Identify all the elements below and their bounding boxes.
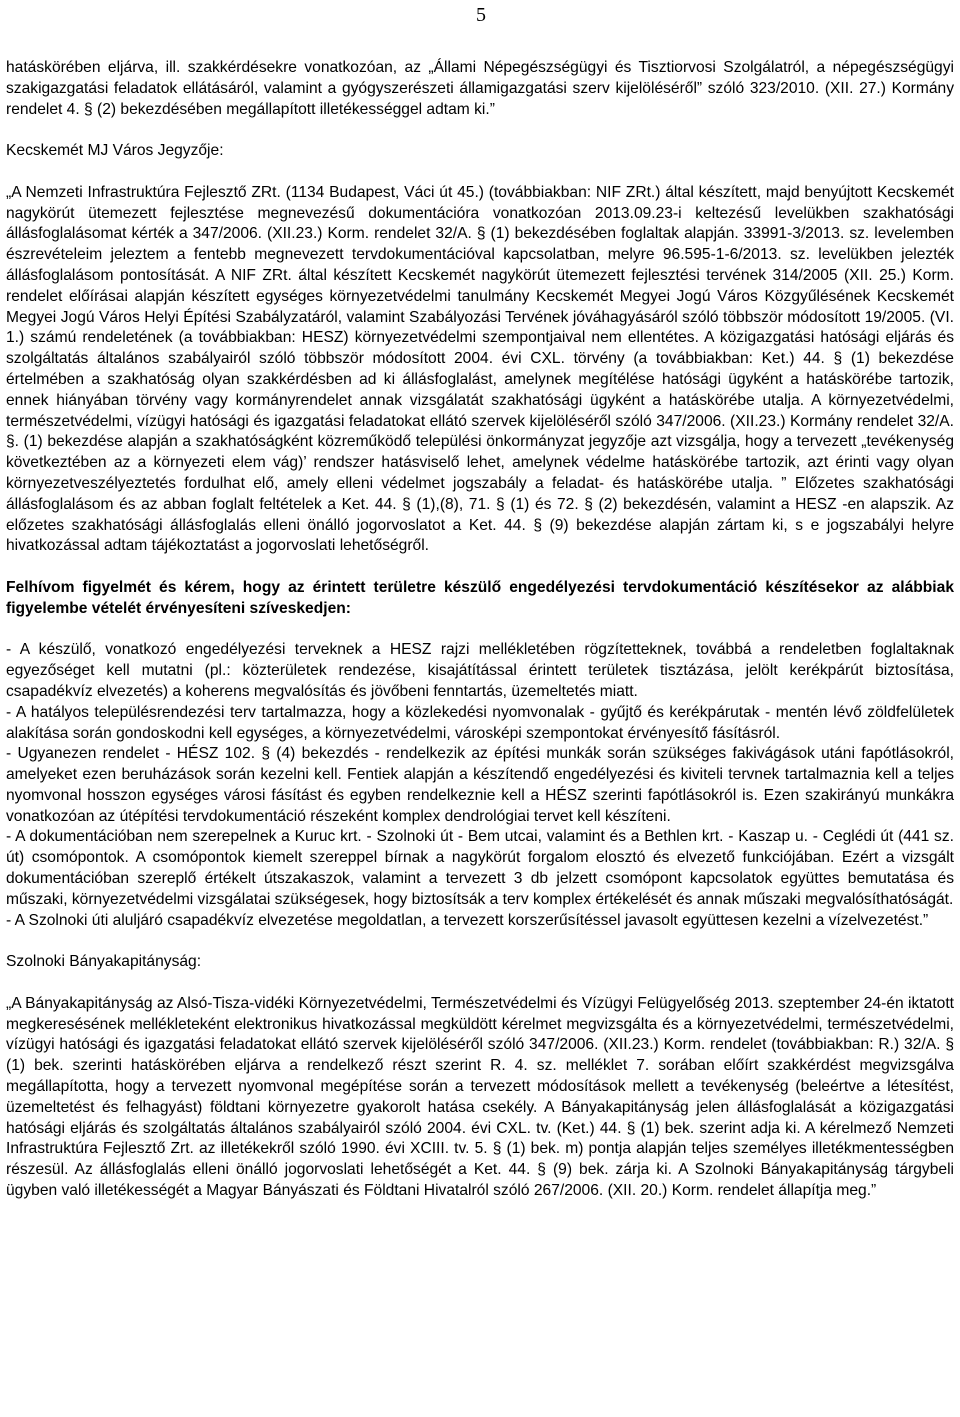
paragraph-jegyzo-statement: „A Nemzeti Infrastruktúra Fejlesztő ZRt. (1134 Budapest, Váci út 45.) (továbbiakban: NIF ZRt.) által készített, majd benyújtott Kecskemét nagykörút ütemezett fejlesztése megnevezésű dokumentációra vonatkozóan 2013.09.23-i keltezésű levelükben szakhatósági állásfoglalásomat kérték a 347/2006. (XII.23.) Korm. rendelet 32/A. § (1) bekezdésében foglaltak alapján. 33991-3/2013. sz. levelemben észrevételeim jeleztem a fentebb megnevezett tervdokumentációval kapcsolatban, melyre 96.595-1-6/2013. sz. levelükben jelezték állásfoglalásom pontosítását. A NIF ZRt. által készített Kecskemét nagykörút ütemezett fejlesztési tervének 314/2005 (XII. 25.) Korm. rendelet előírásai alapján készített egységes környezetvédelmi tanulmány Kecskemét Megyei Jogú Város Közgyűlésének Kecskemét Megyei Jogú Város Helyi Építési Szabályzatáról, valamint Szabályozási Tervének jóváhagyásáról szóló többször módosított 19/2005. (VI. 1.) számú rendeletének (a továbbiakban: HESZ) környezetvédelmi szempontjaival nem ellentétes. A közigazgatási hatósági eljárás és szolgáltatás általános szabályairól szóló többször módosított 2004. évi CXL. törvény (a továbbiakban: Ket.) 44. § (1) bekezdése értelmében a szakhatóság olyan szakkérdésben ad ki állásfoglalást, amelynek megítélése hatósági ügyként a hatáskörébe tartozik, ennek hiányában törvény vagy kormányrendelet annak vizsgálatát szakhatósági ügyként a hatáskörébe utalja. A környezetvédelmi, természetvédelmi, vízügyi hatósági és igazgatási feladatokat ellátó szervek kijelöléséről szóló 347/2006. (XII.23.) Kormány rendelet 32/A. §. (1) bekezdése alapján a szakhatóságként közreműködő települési önkormányzat jegyzője azt vizsgálja, hogy a tervezett „tevékenység következtében az a környezeti elem vág)’ rendszer hatásviselő lehet, amelynek védelme hatáskörébe tartozik, azt érinti vagy olyan környezetveszélyeztetés fordulhat elő, amely elleni védelmet jogszabály a feladat- és hatáskörébe utalja. ” Előzetes szakhatósági állásfoglalásom és az abban foglalt feltételek a Ket. 44. § (1),(8), 71. § (1) és 72. § (2) bekezdésén, valamint a HESZ -en alapszik. Az előzetes szakhatósági állásfoglalás elleni önálló jogorvoslatot a Ket. 44. § (9) bekezdése alapján zártam ki, s e jogszabályi helyre hivatkozással adtam tájékoztatást a jogorvoslati lehetőségről.	[6, 183, 954, 555]
bullet-item-2: - A hatályos településrendezési terv tartalmazza, hogy a közlekedési nyomvonalak - gyűjtő és kerékpárutak - mentén lévő zöldfelületek alakítása során gondoskodni kell egységes, a környezetvédelmi, városképi szempontokat érvényesítő fásításról.	[6, 703, 954, 742]
page-header	[6, 0, 954, 58]
spacer	[6, 973, 954, 994]
page-number: 5	[476, 4, 486, 26]
paragraph-intro: hatáskörében eljárva, ill. szakkérdésekre vonatkozóan, az „Állami Népegészségügyi és Tisztiorvosi Szolgálatról, a népegészségügyi szakigazgatási feladatok ellátásáról, valamint a gyógyszerészeti államigazgatási szerv kijelöléséről” szóló 323/2010. (XII. 27.) Kormány rendelet 4. § (2) bekezdésében megállapított illetékességgel adtam ki.”	[6, 59, 954, 118]
paragraph-banyakapitanysag-statement: „A Bányakapitányság az Alsó-Tisza-vidéki Környezetvédelmi, Természetvédelmi és Vízügyi Felügyelőség 2013. szeptember 24-én iktatott megkeresésének mellékleteként elektronikus hivatkozással megküldött kérelmet megvizsgálta és a környezetvédelmi, természetvédelmi, vízügyi hatósági és igazgatási feladatokat ellátó szervek kijelöléséről szóló 347/2006. (XII.23.) Korm. rendelet (továbbiakban: R.) 32/A. § (1) bek. szerinti hatáskörében eljárva a rendelkező részt szerint R. 4. sz. melléklet 7. sorában előírt szakkérdést megvizsgálva megállapította, hogy a tervezett nyomvonal megépítése során a tervezett módosítások mellett a tevékenység (beleértve a létesítést, üzemeltetést és felhagyást) földtani környezetre gyakorolt hatása csekély. A Bányakapitányság jelen állásfoglalását a közigazgatási hatósági eljárás és szolgáltatás általános szabályairól szóló 2004. évi CXL. tv. (Ket.) 44. § (1) bek. szerint adja ki. A kérelmező Nemzeti Infrastruktúra Fejlesztő Zrt. az illetékekről szóló 1990. évi XCIII. tv. 5. § (1) bek. m) pontja alapján teljes személyes illetékmentességben részesül. Az állásfoglalás elleni önálló jogorvoslati lehetőségét a Ket. 44. § (9) bek. zárja ki. A Szolnoki Bányakapitányság tárgybeli ügyben való illetékességét a Magyar Bányászati és Földtani Hivatalról szóló 267/2006. (XII. 20.) Korm. rendelet állapítja meg.”	[6, 994, 954, 1200]
spacer	[6, 162, 954, 183]
document-page	[6, 0, 954, 1202]
bullet-item-1: - A készülő, vonatkozó engedélyezési terveknek a HESZ rajzi mellékletében rögzítetteknek, továbbá a rendeletben foglaltaknak egyezőséget kell mutatni (pl.: közterületek rendezése, kisajátítással érintett területek tisztázása, jelölt kerékpárút biztosítása, csapadékvíz elvezetés) a koherens megvalósítás és jövőbeni fenntartás, üzemeltetés miatt.	[6, 641, 954, 700]
spacer	[6, 557, 954, 578]
spacer	[6, 120, 954, 141]
bold-request: Felhívom figyelmét és kérem, hogy az érintett területre készülő engedélyezési tervdokumentáció készítésekor az alábbiak figyelembe vételét érvényesíteni szíveskedjen:	[6, 578, 954, 617]
bullet-item-4: - A dokumentációban nem szerepelnek a Kuruc krt. - Szolnoki út - Bem utcai, valamint és a Bethlen krt. - Kaszap u. - Ceglédi út (441 sz. út) csomópontok. A csomópontok kiemelt szereppel bírnak a nagykörút forgalom elosztó és elvezető funkciójában. Ezért a vizsgált dokumentációban szereplő értékelt útszakaszok, valamint a tervezett 3 db jelzett csomópont kapcsolatok együttes bemutatása és műszaki, környezetvédelmi vizsgálatai szükségesek, hogy biztosítsák a terv komplex értékelését és annak műszaki megvalósíthatóságát.	[6, 828, 954, 908]
spacer	[6, 620, 954, 641]
spacer	[6, 931, 954, 952]
heading-banyakapitanysag: Szolnoki Bányakapitányság:	[6, 953, 202, 971]
bullet-item-5: - A Szolnoki úti aluljáró csapadékvíz elvezetése megoldatlan, a tervezett korszerűsítéssel javasolt együttesen kezelni a vízelvezetést.”	[6, 911, 929, 929]
bullet-item-3: - Ugyanezen rendelet - HÉSZ 102. § (4) bekezdés - rendelkezik az építési munkák során szükséges fakivágások utáni fapótlásokról, amelyeket ezen beruházások során kezelni kell. Fentiek alapján a készítendő engedélyezési és kiviteli tervnek tartalmaznia kell a teljes nyomvonal hosszon egységes városi fásítást és egyben rendelkeznie kell a HÉSZ szerinti fapótlásokról is. Ezen szakirányú munkákra vonatkozóan az útépítési tervdokumentáció részeként komplex dendrológiai tervet kell készíteni.	[6, 745, 954, 825]
heading-jegyzo: Kecskemét MJ Város Jegyzője:	[6, 142, 224, 160]
